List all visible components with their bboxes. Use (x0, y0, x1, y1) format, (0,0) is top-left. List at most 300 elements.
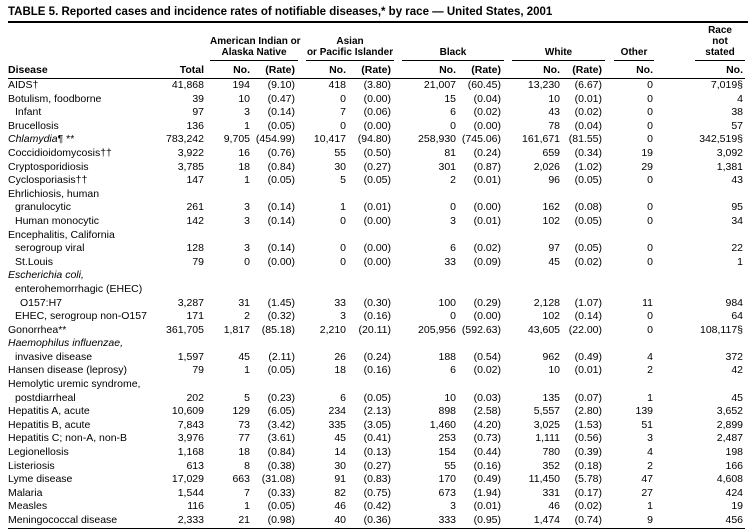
disease-name-cell: Haemophilus influenzae, (8, 337, 123, 350)
cell-black-rate: (0.02) (473, 106, 502, 119)
cell-white-rate (562, 378, 609, 392)
disease-name-cell: granulocytic (15, 201, 72, 214)
cell-race-not-stated-no: 424 (725, 486, 744, 499)
cell-total: 171 (186, 310, 204, 323)
cell-white-rate: (0.34) (574, 146, 603, 159)
cell-api-rate: (0.00) (363, 92, 392, 105)
cell-white-rate (562, 188, 609, 202)
cell-total: 3,785 (177, 160, 204, 173)
cell-aian-no: 73 (238, 418, 250, 431)
cell-aian-no (206, 378, 252, 392)
cell-black-rate: (4.20) (473, 418, 502, 431)
cell-aian-rate: (31.08) (261, 473, 296, 486)
cell-total: 142 (186, 214, 204, 227)
cell-aian-no: 1 (244, 174, 250, 187)
cell-race-not-stated-no (655, 378, 745, 392)
cell-white-rate: (0.02) (574, 255, 603, 268)
cell-race-not-stated-no: 108,117§ (700, 323, 744, 336)
cell-race-not-stated-no: 95 (731, 201, 744, 214)
table-row (8, 188, 745, 202)
cell-black-no (398, 283, 458, 297)
cell-white-no: 46 (548, 500, 561, 513)
cell-black-no: 21,007 (423, 79, 457, 91)
cell-white-no: 13,230 (527, 79, 561, 91)
cell-other-no: 2 (647, 459, 654, 472)
cell-black-no: 258,930 (418, 133, 457, 146)
cell-total: 783,242 (166, 133, 204, 146)
cell-api-rate (348, 378, 398, 392)
cell-black-rate: (0.01) (473, 174, 502, 187)
cell-black-no (398, 229, 458, 243)
cell-black-no (398, 269, 458, 283)
cell-white-no (508, 188, 562, 202)
disease-name-cell: Cryptosporidiosis (8, 160, 89, 173)
total-header-label: Total (179, 64, 204, 76)
disease-name-cell: Measles (8, 500, 48, 513)
cell-other-no: 51 (641, 418, 654, 431)
cell-black-rate: (0.49) (473, 473, 502, 486)
cell-api-no: 0 (340, 119, 347, 132)
col-header-white-no: No. (508, 61, 562, 79)
table-header (8, 25, 745, 79)
disease-name-cell: Human monocytic (15, 214, 100, 227)
cell-race-not-stated-no (655, 188, 745, 202)
cell-api-no: 26 (334, 350, 347, 363)
table-row (8, 297, 745, 311)
col-header-api-rate: (Rate) (348, 61, 398, 79)
cell-aian-no: 5 (244, 391, 250, 404)
cell-other-no: 4 (647, 446, 654, 459)
disease-name-cell: AIDS† (8, 79, 39, 91)
cell-white-rate (562, 229, 609, 243)
cell-api-rate: (0.16) (363, 310, 392, 323)
cell-api-no: 82 (334, 486, 347, 499)
cell-race-not-stated-no: 1 (737, 255, 744, 268)
cell-api-no: 0 (340, 214, 347, 227)
col-header-disease (8, 25, 164, 79)
cell-total: 116 (187, 500, 204, 513)
cell-total: 202 (186, 391, 204, 404)
cell-aian-rate (252, 337, 302, 351)
cell-aian-rate (252, 283, 302, 297)
cell-race-not-stated-no: 2,899 (716, 418, 744, 431)
col-group-american-indian-alaska-native (206, 25, 302, 61)
table-row (8, 487, 745, 501)
cell-api-no: 55 (334, 146, 347, 159)
cell-total (164, 229, 206, 243)
cell-api-no: 45 (334, 432, 347, 445)
col-header-total (164, 25, 206, 79)
cell-black-rate: (0.04) (473, 92, 502, 105)
cell-black-rate: (0.00) (473, 201, 502, 214)
cell-black-no: 100 (438, 296, 457, 309)
cell-white-rate (562, 269, 609, 283)
cell-white-no: 102 (542, 310, 561, 323)
cell-other-no: 9 (609, 514, 655, 528)
cell-race-not-stated-no: 984 (725, 296, 744, 309)
cell-api-no: 40 (302, 514, 348, 528)
cell-white-rate: (0.56) (574, 432, 603, 445)
table-row (8, 120, 745, 134)
cell-other-no: 0 (647, 174, 654, 187)
cell-white-no: 2,026 (533, 160, 561, 173)
cell-api-rate: (0.24) (363, 350, 392, 363)
cell-black-no: 3 (450, 214, 457, 227)
cell-black-no: 673 (438, 486, 457, 499)
cell-api-rate: (0.30) (363, 296, 392, 309)
disease-header-label: Disease (8, 64, 48, 76)
col-group-race-not-stated (655, 25, 745, 61)
cell-black-no: 0 (450, 119, 457, 132)
cell-white-no: 78 (548, 119, 561, 132)
cell-black-rate: (0.95) (458, 514, 508, 528)
cell-race-not-stated-no: 64 (731, 310, 744, 323)
cell-aian-no (206, 229, 252, 243)
disease-name-cell: EHEC, serogroup non-O157 (15, 310, 147, 323)
cell-aian-no: 194 (232, 79, 250, 91)
cell-black-no: 2 (450, 174, 457, 187)
cell-white-rate: (0.18) (574, 459, 603, 472)
cell-white-rate: (0.05) (574, 242, 603, 255)
cell-other-no: 4 (647, 350, 654, 363)
cell-black-no: 10 (444, 391, 457, 404)
cell-aian-no (206, 283, 252, 297)
table-row (8, 310, 745, 324)
cell-api-no: 234 (328, 405, 347, 418)
cell-api-rate (348, 229, 398, 243)
cell-white-no: 43 (548, 106, 561, 119)
cell-aian-no: 45 (238, 350, 250, 363)
col-header-white-rate: (Rate) (562, 61, 609, 79)
cell-white-no: 659 (542, 146, 561, 159)
cell-other-no: 27 (641, 486, 654, 499)
cell-black-no: 3 (450, 500, 457, 513)
cell-aian-rate: (0.47) (267, 92, 296, 105)
disease-name-cell: Hepatitis C; non-A, non-B (8, 432, 128, 445)
cell-white-rate: (22.00) (568, 323, 603, 336)
cell-api-no (302, 283, 348, 297)
cell-black-rate: (1.94) (473, 486, 502, 499)
disease-name-cell: St.Louis (15, 255, 53, 268)
cell-aian-rate: (0.33) (267, 486, 296, 499)
cell-other-no: 0 (647, 201, 654, 214)
cell-race-not-stated-no: 4 (737, 92, 744, 105)
cell-total (164, 188, 206, 202)
cell-black-rate (458, 378, 508, 392)
cell-api-rate: (0.36) (348, 514, 398, 528)
cell-total (164, 283, 206, 297)
cell-black-no: 6 (450, 242, 457, 255)
cell-api-no: 335 (328, 418, 347, 431)
cell-white-no: 10 (548, 92, 561, 105)
cell-aian-rate: (0.14) (267, 106, 296, 119)
cell-white-rate: (0.07) (574, 391, 603, 404)
cell-aian-rate: (0.00) (267, 255, 296, 268)
cell-api-rate: (0.06) (363, 106, 392, 119)
cell-total: 3,287 (177, 296, 204, 309)
disease-name-cell: Escherichia coli, (8, 269, 84, 282)
cell-other-no: 0 (647, 310, 654, 323)
cell-other-no: 0 (647, 119, 654, 132)
cell-black-rate: (0.02) (473, 364, 502, 377)
table-row (8, 324, 745, 338)
disease-name-cell: Hemolytic uremic syndrome, (8, 378, 141, 391)
cell-white-no: 162 (542, 201, 561, 214)
table-row (8, 364, 745, 378)
col-header-other-no: No. (609, 61, 655, 79)
cell-white-rate: (0.05) (574, 214, 603, 227)
cell-black-rate: (0.00) (473, 310, 502, 323)
cell-white-rate: (0.04) (574, 119, 603, 132)
table-row (8, 419, 745, 433)
cell-white-no: 161,671 (522, 133, 561, 146)
disease-name-cell: Coccidioidomycosis†† (8, 146, 112, 159)
cell-aian-no: 16 (238, 146, 250, 159)
cell-api-rate (348, 269, 398, 283)
col-group-other (609, 25, 655, 61)
table-row (8, 256, 745, 270)
cell-api-no: 0 (340, 242, 347, 255)
cell-race-not-stated-no: 43 (731, 174, 744, 187)
cell-white-rate: (0.49) (574, 350, 603, 363)
cell-white-no: 5,557 (533, 405, 561, 418)
cell-white-rate: (0.02) (574, 106, 603, 119)
disease-name-cell: Encephalitis, California (8, 228, 115, 241)
disease-name-cell: Gonorrhea** (8, 323, 67, 336)
table-row (8, 283, 745, 297)
disease-name-cell: O157:H7 (20, 296, 63, 309)
cell-aian-rate: (0.76) (267, 146, 296, 159)
cell-black-no: 898 (438, 405, 457, 418)
cell-white-no: 11,450 (528, 473, 561, 486)
cell-race-not-stated-no: 372 (725, 350, 744, 363)
group-label-underline: Black (402, 47, 504, 61)
cell-white-rate: (0.01) (574, 92, 603, 105)
cell-white-rate: (0.17) (574, 486, 603, 499)
cell-aian-no: 10 (238, 92, 250, 105)
cell-black-no: 6 (450, 106, 457, 119)
cell-api-rate: (20.11) (358, 323, 392, 336)
table-row (8, 432, 745, 446)
cell-other-no: 3 (647, 432, 654, 445)
cell-total: 39 (192, 92, 204, 105)
table-body (8, 79, 745, 529)
cell-other-no (609, 269, 655, 283)
table-row (8, 378, 745, 392)
group-label-underline: White (512, 47, 605, 61)
cell-aian-rate: (1.45) (267, 296, 296, 309)
cell-api-rate: (0.00) (363, 242, 392, 255)
cell-total: 1,168 (177, 446, 204, 459)
table-row (8, 79, 745, 93)
cell-black-rate (458, 229, 508, 243)
cell-black-rate (458, 337, 508, 351)
cell-api-no (302, 378, 348, 392)
cell-aian-no: 3 (244, 242, 250, 255)
cell-api-no (302, 269, 348, 283)
cell-white-no: 1,474 (508, 514, 562, 528)
cell-black-no: 205,956 (418, 323, 457, 336)
cell-api-no: 18 (334, 364, 347, 377)
cell-other-no: 0 (647, 106, 654, 119)
cell-total: 97 (192, 106, 204, 119)
cell-white-no: 331 (542, 486, 561, 499)
cell-total: 7,843 (177, 418, 204, 431)
disease-name-cell: Lyme disease (8, 473, 73, 486)
cell-aian-rate: (0.14) (267, 242, 296, 255)
cell-race-not-stated-no: 342,519§ (699, 133, 744, 146)
cell-black-no: 0 (450, 201, 457, 214)
cell-api-rate: (0.50) (363, 146, 392, 159)
cell-aian-no (206, 188, 252, 202)
cell-white-no: 96 (548, 174, 561, 187)
cell-api-rate: (2.13) (363, 405, 392, 418)
cell-api-no: 10,417 (313, 133, 347, 146)
cell-race-not-stated-no: 38 (731, 106, 744, 119)
cell-aian-rate: (0.32) (267, 310, 296, 323)
group-label-underline: Race not stated (695, 25, 745, 61)
cell-aian-rate: (0.14) (267, 214, 296, 227)
cell-black-rate: (0.16) (473, 459, 502, 472)
cell-api-rate: (0.16) (363, 364, 392, 377)
cell-white-no: 135 (542, 391, 561, 404)
cell-race-not-stated-no: 34 (731, 214, 744, 227)
cell-white-rate: (81.55) (568, 133, 603, 146)
col-header-race-not-stated-no: No. (655, 61, 745, 79)
col-group-asian-pacific-islander (302, 25, 398, 61)
cell-other-no: 47 (641, 473, 654, 486)
cell-race-not-stated-no: 3,092 (716, 146, 744, 159)
cell-black-rate: (0.54) (473, 350, 502, 363)
cell-black-no (398, 378, 458, 392)
cell-white-rate: (0.02) (574, 500, 603, 513)
cell-other-no (609, 378, 655, 392)
disease-name-cell: Legionellosis (8, 446, 69, 459)
cell-aian-no: 3 (244, 201, 250, 214)
cell-aian-rate: (0.05) (267, 119, 296, 132)
disease-name-cell: Chlamydia¶ ** (8, 133, 75, 146)
disease-name-cell: Listeriosis (8, 459, 55, 472)
cell-race-not-stated-no: 57 (731, 119, 744, 132)
cell-aian-rate: (0.84) (267, 446, 296, 459)
cell-black-no: 15 (444, 92, 457, 105)
disease-name-cell: serogroup viral (15, 242, 85, 255)
cell-race-not-stated-no: 7,019§ (710, 79, 744, 91)
cell-black-no: 333 (398, 514, 458, 528)
disease-name-cell: invasive disease (15, 350, 93, 363)
cell-other-no: 0 (647, 323, 654, 336)
cell-white-no: 962 (542, 350, 561, 363)
cell-race-not-stated-no (655, 229, 745, 243)
cell-white-no: 780 (542, 446, 561, 459)
cell-aian-rate (252, 378, 302, 392)
cell-total: 147 (186, 174, 204, 187)
cell-black-no: 188 (438, 350, 457, 363)
cell-black-rate (458, 269, 508, 283)
cell-black-no: 55 (444, 459, 457, 472)
cell-white-rate: (0.01) (574, 364, 603, 377)
cell-total: 79 (192, 364, 204, 377)
cell-aian-rate: (85.18) (261, 323, 296, 336)
cell-other-no: 139 (635, 405, 654, 418)
cell-white-no (508, 229, 562, 243)
cell-other-no (609, 283, 655, 297)
cell-aian-rate: (0.05) (267, 174, 296, 187)
disease-name-cell: Malaria (8, 486, 43, 499)
cell-race-not-stated-no: 456 (655, 514, 745, 528)
cell-white-rate (562, 337, 609, 351)
cell-api-rate: (0.13) (363, 446, 392, 459)
cell-aian-rate: (2.11) (268, 350, 296, 363)
cell-aian-rate: (9.10) (267, 79, 296, 91)
table-row (8, 161, 745, 175)
cell-white-rate (562, 283, 609, 297)
cell-api-rate: (0.05) (363, 174, 392, 187)
cell-aian-no: 129 (232, 405, 250, 418)
cell-black-no: 1,460 (429, 418, 457, 431)
cell-aian-no: 3 (244, 214, 250, 227)
cell-aian-no: 3 (244, 106, 250, 119)
cell-white-rate: (6.67) (574, 79, 603, 91)
cell-white-no (508, 269, 562, 283)
cell-aian-rate: (0.05) (267, 500, 296, 513)
cell-aian-rate: (0.98) (252, 514, 302, 528)
cell-other-no (609, 229, 655, 243)
cell-total: 2,333 (164, 514, 206, 528)
cell-black-rate: (0.03) (473, 391, 502, 404)
cell-aian-rate: (454.99) (255, 133, 296, 146)
disease-name-cell: Botulism, foodborne (8, 92, 102, 105)
cell-total (164, 378, 206, 392)
cell-api-no: 6 (340, 391, 347, 404)
disease-name-cell: Cyclosporiasis†† (8, 174, 88, 187)
cell-other-no: 11 (642, 296, 654, 309)
disease-name-cell: postdiarrheal (15, 391, 76, 404)
cell-black-no: 170 (438, 473, 457, 486)
cell-white-rate: (2.80) (574, 405, 603, 418)
cell-black-rate: (60.45) (467, 79, 502, 91)
cell-api-rate: (0.01) (363, 201, 392, 214)
cell-black-rate: (0.09) (473, 255, 502, 268)
cell-race-not-stated-no: 22 (731, 242, 744, 255)
cell-white-no (508, 283, 562, 297)
cell-aian-no: 18 (238, 160, 250, 173)
table-row (8, 229, 745, 243)
cell-aian-no: 2 (244, 310, 250, 323)
col-header-api-no: No. (302, 61, 348, 79)
table-row (8, 147, 745, 161)
cell-api-rate: (0.27) (363, 459, 392, 472)
cell-total: 79 (192, 255, 204, 268)
table-row (8, 133, 745, 147)
cell-race-not-stated-no (655, 269, 745, 283)
cell-black-rate: (0.01) (473, 500, 502, 513)
cell-aian-no: 9,705 (223, 133, 250, 146)
group-label-underline: Other (614, 47, 654, 61)
table-row (8, 269, 745, 283)
cell-white-no: 45 (548, 255, 561, 268)
cell-api-no: 30 (334, 459, 347, 472)
cell-other-no: 0 (647, 242, 654, 255)
cell-other-no: 0 (647, 255, 654, 268)
cell-api-no: 1 (340, 201, 347, 214)
cell-other-no: 29 (641, 160, 654, 173)
cell-race-not-stated-no: 42 (731, 364, 744, 377)
cell-white-no: 102 (542, 214, 561, 227)
disease-name-cell: Hansen disease (leprosy) (8, 364, 128, 377)
cell-aian-no: 1 (244, 500, 250, 513)
cell-api-rate: (0.27) (363, 160, 392, 173)
